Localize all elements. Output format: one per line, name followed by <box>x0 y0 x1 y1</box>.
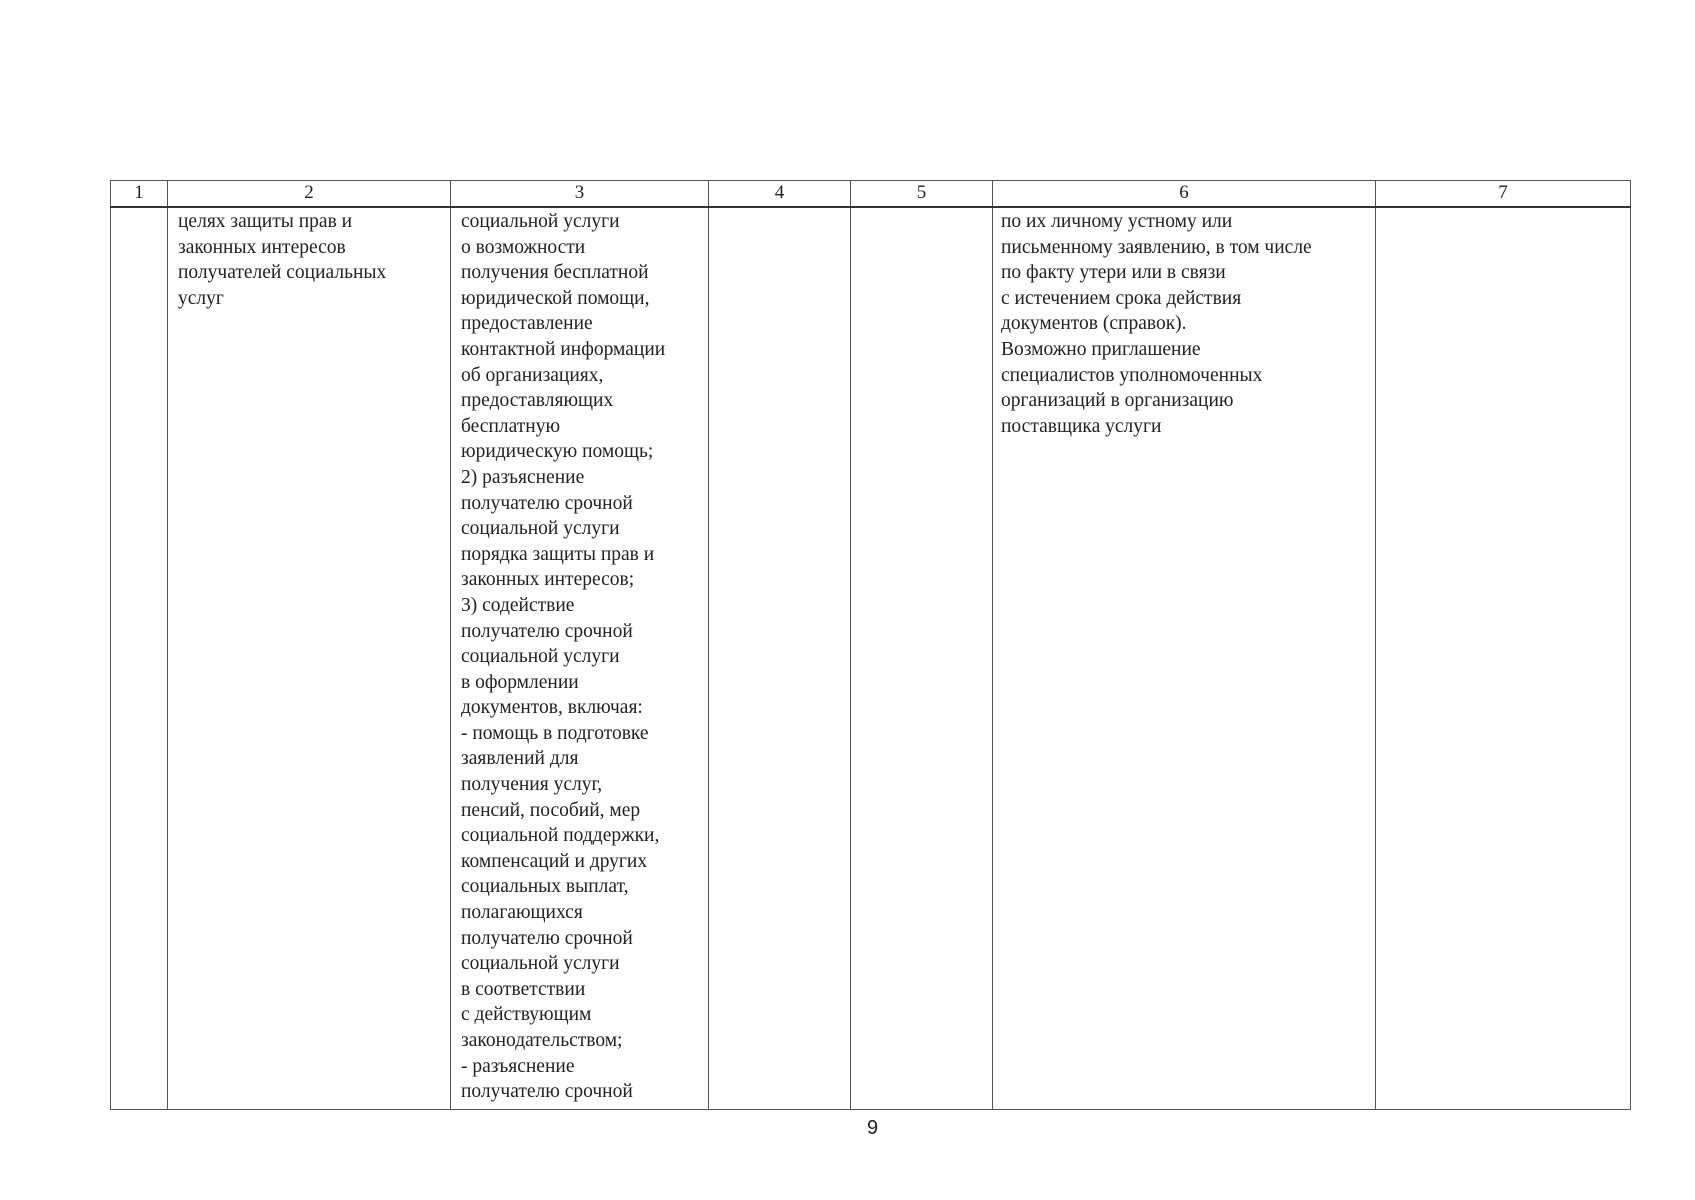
column-header-6: 6 <box>993 181 1376 208</box>
column-header-7: 7 <box>1376 181 1631 208</box>
table-cell-col6 <box>993 207 1376 1110</box>
column-header-1: 1 <box>111 181 168 208</box>
column-header-2: 2 <box>168 181 451 208</box>
cell-text-col7 <box>1376 208 1630 209</box>
cell-text-col5 <box>851 208 992 209</box>
table-cell-col5 <box>851 207 993 1110</box>
cell-text-col3: социальной услуги о возможности получения бесплатной юридической помощи, предоставление контактной информации об организациях, предоставляющих бесплатную юридическую помощь; 2) разъяснение получателю срочной социальной услуги порядка защиты прав и законных интересов; 3) содействие получателю срочной социальной услуги в оформлении документов, включая: - помощь в подготовке заявлений для получения услуг, пенсий, пособий, мер социальной поддержки, компенсаций и других социальных выплат, полагающихся получателю срочной социальной услуги в соответствии с действующим законодательством; - разъяснение получателю срочной <box>461 211 666 1103</box>
cell-text-col4 <box>709 208 850 209</box>
column-header-3: 3 <box>451 181 709 208</box>
cell-text-col1 <box>111 208 167 209</box>
column-header-5: 5 <box>851 181 993 208</box>
services-table <box>110 180 1631 1110</box>
table-row <box>111 207 1631 1110</box>
cell-text-col6: по их личному устному или письменному заявлению, в том числе по факту утери или в связи с истечением срока действия документов (справок). Возможно приглашение специалистов уполномоченных организаций в организацию поставщика услуги <box>1001 211 1312 437</box>
column-header-4: 4 <box>709 181 851 208</box>
page-number: 9 <box>866 1117 879 1139</box>
table-cell-col7 <box>1376 207 1631 1110</box>
table-cell-col4 <box>709 207 851 1110</box>
table-cell-col1 <box>111 207 168 1110</box>
table-cell-col2 <box>168 207 451 1110</box>
cell-text-col2: целях защиты прав и законных интересов получателей социальных услуг <box>178 211 387 309</box>
column-number-row <box>111 181 1631 208</box>
table-cell-col3 <box>451 207 709 1110</box>
